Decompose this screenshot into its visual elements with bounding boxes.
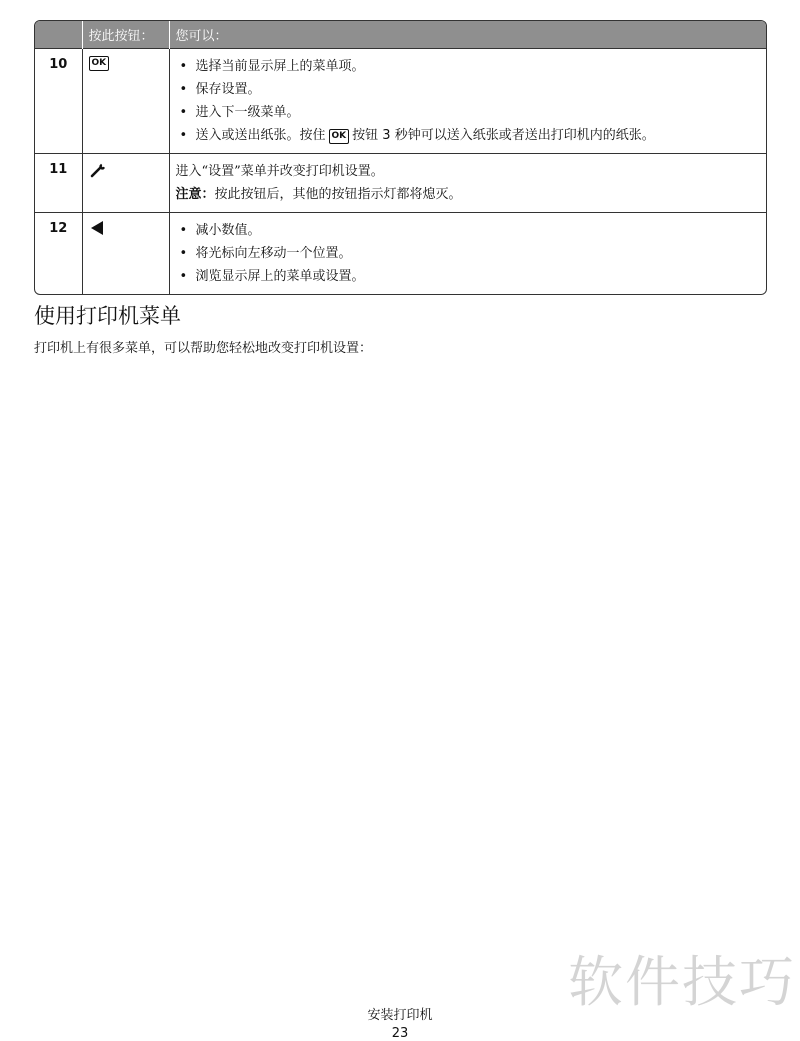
row-number: 10 bbox=[35, 49, 82, 154]
bullet-list bbox=[176, 219, 761, 288]
section-title: 使用打印机菜单 bbox=[34, 304, 181, 328]
list-item: • 将光标向左移动一个位置。 bbox=[179, 246, 352, 261]
button-cell bbox=[82, 49, 169, 154]
footer-chapter: 安装打印机 bbox=[367, 1008, 433, 1023]
note-label: 注意： bbox=[175, 187, 215, 202]
list-item: • 进入下一级菜单。 bbox=[179, 105, 300, 120]
list-item: • 选择当前显示屏上的菜单项。 bbox=[179, 59, 365, 74]
header-action: 您可以： bbox=[169, 21, 766, 49]
header-button: 按此按钮： bbox=[82, 21, 169, 49]
watermark: 软件技巧 bbox=[568, 950, 797, 1014]
ok-icon: OK bbox=[89, 56, 110, 71]
button-cell bbox=[82, 213, 169, 295]
left-arrow-icon bbox=[89, 220, 105, 236]
button-cell bbox=[82, 154, 169, 213]
list-item: • 浏览显示屏上的菜单或设置。 bbox=[179, 269, 365, 284]
action-cell bbox=[169, 154, 766, 213]
action-text: 进入“设置”菜单并改变打印机设置。 bbox=[175, 164, 384, 179]
list-item: • 保存设置。 bbox=[179, 82, 261, 97]
action-cell bbox=[169, 213, 766, 295]
table-row bbox=[35, 213, 766, 295]
button-reference-table bbox=[34, 20, 767, 295]
ok-icon: OK bbox=[329, 129, 350, 144]
wrench-icon bbox=[89, 161, 107, 179]
bullet-list bbox=[176, 55, 761, 147]
table-header-row bbox=[35, 21, 766, 49]
list-item: • 送入或送出纸张。按住 OK 按钮 3 秒钟可以送入纸张或者送出打印机内的纸张。 bbox=[179, 128, 655, 143]
action-cell bbox=[169, 49, 766, 154]
row-number: 11 bbox=[35, 154, 82, 213]
row-number: 12 bbox=[35, 213, 82, 295]
table-row bbox=[35, 49, 766, 154]
page-number: 23 bbox=[391, 1026, 409, 1041]
list-item: • 减小数值。 bbox=[179, 223, 261, 238]
header-number bbox=[35, 21, 82, 49]
table-row bbox=[35, 154, 766, 213]
section-intro: 打印机上有很多菜单，可以帮助您轻松地改变打印机设置： bbox=[34, 341, 373, 356]
note bbox=[176, 183, 761, 206]
note-text: 按此按钮后，其他的按钮指示灯都将熄灭。 bbox=[214, 187, 462, 202]
